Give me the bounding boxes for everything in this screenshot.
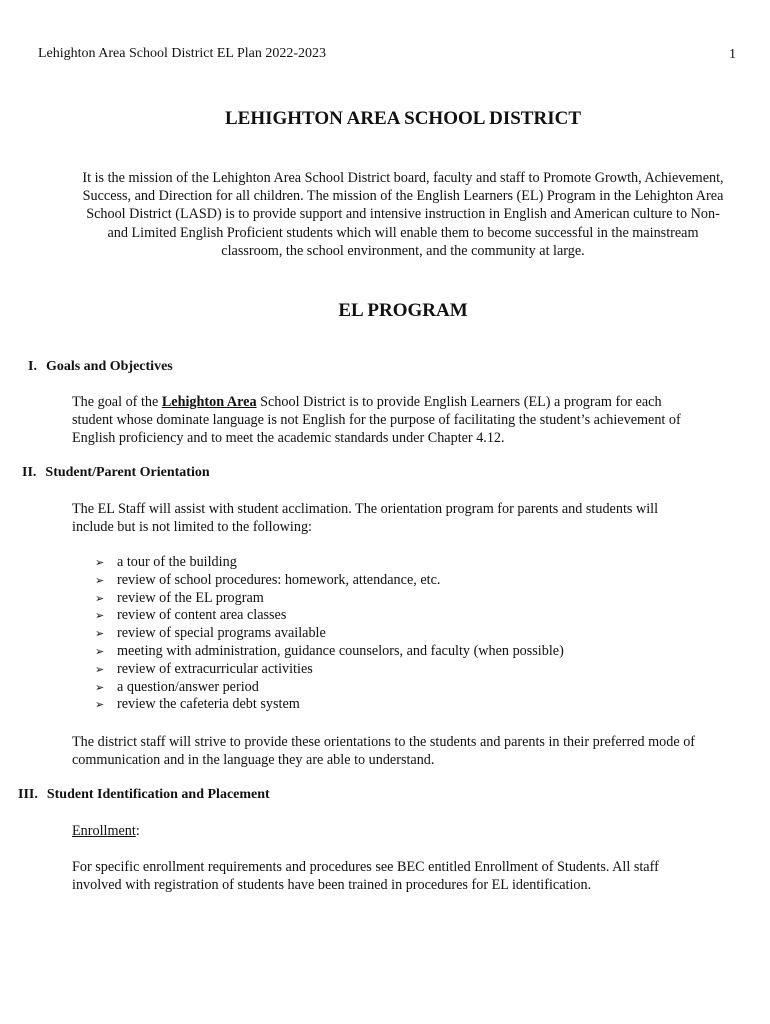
mission-line: and Limited English Proficient students which will enable them to become successful in the mainstream [107, 224, 699, 241]
list-item: ➢ review of school procedures: homework, attendance, etc. [95, 571, 441, 588]
section-heading-text: Student Identification and Placement [46, 787, 270, 802]
arrowhead-bullet-icon: ➢ [95, 573, 105, 587]
paragraph-line: The goal of the Lehighton Area School District is to provide English Learners (EL) a program for each [72, 394, 662, 410]
mission-statement [36, 169, 770, 260]
running-header: Lehighton Area School District EL Plan 2022-2023 [38, 46, 326, 61]
mission-line: It is the mission of the Lehighton Area School District board, faculty and staff to Promote Growth, Achievement, [82, 170, 724, 186]
paragraph-line: communication and in the language they are able to understand. [72, 752, 435, 769]
mission-line: School District (LASD) is to provide support and intensive instruction in English and American culture to Non- [86, 206, 720, 223]
paragraph-line: include but is not limited to the following: [72, 519, 312, 536]
list-item: ➢ a question/answer period [95, 678, 259, 695]
list-item: ➢ a tour of the building [95, 554, 237, 570]
paragraph-line: involved with registration of students have been trained in procedures for EL identification. [72, 877, 592, 894]
list-item: ➢ review of extracurricular activities [95, 660, 313, 677]
list-item: ➢ review of the EL program [95, 589, 264, 606]
arrowhead-bullet-icon: ➢ [95, 698, 105, 712]
arrowhead-bullet-icon: ➢ [95, 662, 105, 676]
page-number: 1 [729, 47, 736, 62]
paragraph-line: The district staff will strive to provide these orientations to the students and parents in their preferred mode of [72, 734, 696, 750]
list-item: ➢ meeting with administration, guidance counselors, and faculty (when possible) [95, 642, 564, 659]
arrowhead-bullet-icon: ➢ [95, 644, 105, 658]
arrowhead-bullet-icon: ➢ [95, 680, 105, 694]
orientation-intro [72, 500, 658, 536]
list-item: ➢ review the cafeteria debt system [95, 696, 300, 713]
section-heading-identification [18, 787, 270, 803]
enrollment-paragraph [72, 858, 659, 894]
section-number: III. [18, 787, 38, 802]
section-heading-text: Student/Parent Orientation [45, 465, 210, 480]
district-name-emphasis: Lehighton Area [161, 394, 257, 410]
paragraph-line: For specific enrollment requirements and procedures see BEC entitled Enrollment of Students. All staff [72, 859, 659, 875]
document-title: LEHIGHTON AREA SCHOOL DISTRICT [224, 108, 581, 129]
enrollment-subheading: Enrollment: [72, 823, 140, 839]
list-item: ➢ review of special programs available [95, 625, 326, 642]
goals-paragraph [72, 393, 681, 448]
paragraph-line: student whose dominate language is not English for the purpose of facilitating the student’s achievement of [72, 412, 681, 429]
arrowhead-bullet-icon: ➢ [95, 591, 105, 605]
section-heading-goals [28, 359, 173, 375]
arrowhead-bullet-icon: ➢ [95, 556, 105, 569]
paragraph-line: The EL Staff will assist with student acclimation. The orientation program for parents and students will [72, 501, 659, 517]
orientation-list [95, 554, 564, 714]
mission-line: Success, and Direction for all children. The mission of the English Learners (EL) Program in the Lehighton Area [82, 188, 724, 205]
orientation-closing [72, 733, 695, 769]
paragraph-line: English proficiency and to meet the academic standards under Chapter 4.12. [72, 430, 505, 447]
enrollment-label: Enrollment [72, 823, 136, 839]
arrowhead-bullet-icon: ➢ [95, 609, 105, 623]
section-number: II. [22, 465, 37, 480]
section-title-el-program: EL PROGRAM [338, 300, 468, 321]
section-heading-orientation [22, 465, 210, 481]
mission-line: classroom, the school environment, and the community at large. [221, 242, 585, 259]
section-number: I. [28, 359, 37, 374]
arrowhead-bullet-icon: ➢ [95, 627, 105, 641]
section-heading-text: Goals and Objectives [45, 359, 173, 374]
list-item: ➢ review of content area classes [95, 607, 287, 624]
